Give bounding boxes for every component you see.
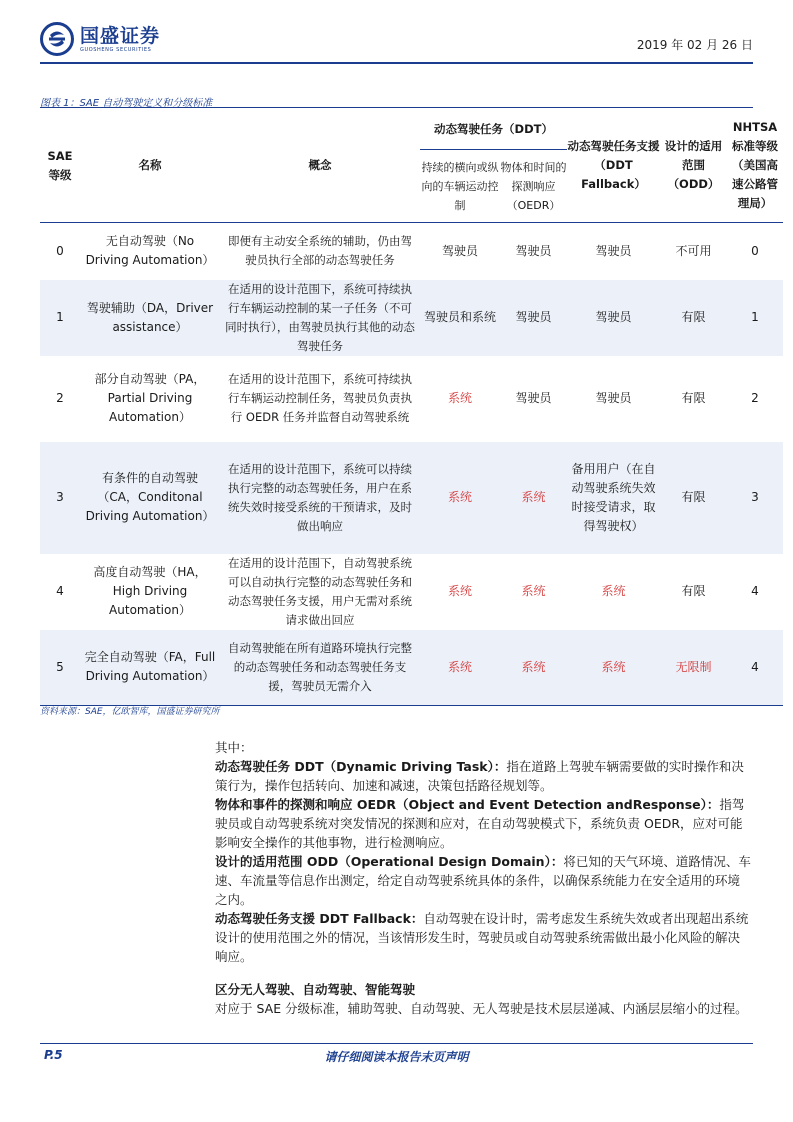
table-row bbox=[40, 280, 783, 356]
cell-odd: 无限制 bbox=[660, 630, 727, 706]
cell-fallback: 系统 bbox=[601, 584, 626, 598]
cell-control: 系统 bbox=[420, 442, 500, 554]
footer-disclaimer: 请仔细阅读本报告末页声明 bbox=[324, 1050, 469, 1064]
cell-control: 驾驶员 bbox=[441, 243, 478, 258]
cell-odd: 有限 bbox=[660, 442, 727, 554]
figure-source: 资料来源：SAE，亿欧智库，国盛证券研究所 bbox=[40, 707, 220, 717]
definition-text: 自动驾驶在设计时，需考虑发生系统失效或者出现超出系统设计的使用范围之外的情况，当该情形发生时，驾驶员或自动驾驶系统需做出最小化风险的解决响应。 bbox=[215, 911, 749, 964]
cell-concept: 在适用的设计范围下，自动驾驶系统可以自动执行完整的动态驾驶任务和动态驾驶任务支援，用户无需对系统请求做出回应 bbox=[228, 555, 412, 627]
table-row bbox=[40, 442, 783, 554]
definition-item bbox=[215, 757, 751, 795]
table-row bbox=[40, 223, 783, 280]
report-date: 2019 年 02 月 26 日 bbox=[636, 38, 753, 52]
header-oedr: 物体和时间的探测响应（OEDR） bbox=[500, 150, 567, 223]
cell-oedr: 驾驶员 bbox=[515, 391, 552, 405]
table-top-rule bbox=[40, 107, 753, 108]
cell-fallback: 驾驶员 bbox=[595, 243, 632, 258]
cell-odd: 有限 bbox=[660, 280, 727, 356]
cell-oedr: 驾驶员 bbox=[500, 280, 567, 356]
cell-control: 系统 bbox=[420, 630, 500, 706]
cell-nhtsa: 3 bbox=[727, 442, 783, 554]
footer-divider bbox=[40, 1043, 753, 1044]
definition-term: 物体和事件的探测和响应 OEDR（Object and Event Detection andResponse）： bbox=[215, 797, 720, 812]
cell-nhtsa: 2 bbox=[751, 391, 759, 405]
cell-concept: 在适用的设计范围下，系统可持续执行车辆运动控制的某一子任务（不可同时执行），由驾驶员执行其他的动态驾驶任务 bbox=[220, 280, 420, 356]
cell-level: 1 bbox=[40, 280, 80, 356]
page-number: P.5 bbox=[44, 1048, 63, 1062]
definition-item bbox=[215, 909, 751, 966]
definition-item bbox=[215, 852, 751, 909]
cell-concept: 自动驾驶能在所有道路环境执行完整的动态驾驶任务和动态驾驶任务支援，驾驶员无需介入 bbox=[220, 630, 420, 706]
cell-name: 无自动驾驶（No Driving Automation） bbox=[85, 234, 215, 268]
cell-odd: 不可用 bbox=[675, 243, 712, 258]
page-header bbox=[40, 22, 753, 62]
cell-oedr: 系统 bbox=[500, 630, 567, 706]
cell-odd: 有限 bbox=[681, 391, 706, 405]
table-row bbox=[40, 356, 783, 442]
guosheng-logo-icon bbox=[40, 22, 74, 56]
cell-control: 驾驶员和系统 bbox=[420, 280, 500, 356]
definitions-section bbox=[215, 738, 751, 1018]
cell-odd: 有限 bbox=[681, 584, 706, 598]
figure-caption: 图表 1：SAE 自动驾驶定义和分级标准 bbox=[40, 98, 213, 109]
definition-text: 指在道路上驾驶车辆需要做的实时操作和决策行为，操作包括转向、加速和减速，决策包括路径规划等。 bbox=[215, 759, 744, 793]
cell-fallback: 系统 bbox=[567, 630, 660, 706]
brand-logo bbox=[40, 22, 160, 56]
header-vehicle-motion-control: 持续的横向或纵向的车辆运动控制 bbox=[420, 150, 500, 223]
cell-level: 4 bbox=[56, 584, 64, 598]
definition-text: 将已知的天气环境、道路情况、车速、车流量等信息作出测定，给定自动驾驶系统具体的条件，以确保系统能力在安全适用的环境之内。 bbox=[215, 854, 751, 907]
header-odd: 设计的适用范围（ODD） bbox=[660, 109, 727, 223]
definition-item bbox=[215, 795, 751, 852]
cell-concept: 在适用的设计范围下，系统可以持续执行完整的动态驾驶任务，用户在系统失效时接受系统的干预请求，及时做出响应 bbox=[220, 442, 420, 554]
cell-nhtsa: 1 bbox=[727, 280, 783, 356]
cell-concept: 即便有主动安全系统的辅助，仍由驾驶员执行全部的动态驾驶任务 bbox=[228, 234, 412, 268]
cell-level: 5 bbox=[40, 630, 80, 706]
brand-name: 国盛证券 bbox=[80, 24, 161, 47]
cell-fallback: 驾驶员 bbox=[567, 280, 660, 356]
cell-fallback: 备用用户（在自动驾驶系统失效时接受请求，取得驾驶权） bbox=[567, 442, 660, 554]
cell-level: 3 bbox=[40, 442, 80, 554]
header-nhtsa: NHTSA 标准等级（美国高速公路管理局） bbox=[727, 109, 783, 223]
section-title: 区分无人驾驶、自动驾驶、智能驾驶 bbox=[215, 982, 416, 997]
cell-name: 高度自动驾驶（HA，High Driving Automation） bbox=[93, 565, 207, 617]
cell-level: 2 bbox=[56, 391, 64, 405]
cell-oedr: 系统 bbox=[500, 442, 567, 554]
definition-term: 动态驾驶任务支援 DDT Fallback： bbox=[215, 911, 424, 926]
sae-levels-table bbox=[40, 109, 783, 706]
cell-oedr: 系统 bbox=[521, 584, 546, 598]
section-text: 对应于 SAE 分级标准，辅助驾驶、自动驾驶、无人驾驶是技术层层递减、内涵层层缩小的过程。 bbox=[215, 1001, 748, 1016]
cell-concept: 在适用的设计范围下，系统可持续执行车辆运动控制任务，驾驶员负责执行 OEDR 任务并监督自动驾驶系统 bbox=[228, 372, 412, 424]
cell-oedr: 驾驶员 bbox=[515, 243, 552, 258]
header-ddt-fallback: 动态驾驶任务支援（DDT Fallback） bbox=[567, 109, 660, 223]
cell-name: 完全自动驾驶（FA，Full Driving Automation） bbox=[80, 630, 220, 706]
definition-text: 指驾驶员或自动驾驶系统对突发情况的探测和应对，在自动驾驶模式下，系统负责 OEDR，应对可能影响安全操作的其他事物，进行检测响应。 bbox=[215, 797, 745, 850]
header-concept: 概念 bbox=[220, 109, 420, 223]
cell-name: 有条件的自动驾驶（CA，Conditonal Driving Automation） bbox=[80, 442, 220, 554]
cell-name: 部分自动驾驶（PA，Partial Driving Automation） bbox=[94, 372, 206, 424]
cell-fallback: 驾驶员 bbox=[595, 391, 632, 405]
cell-control: 系统 bbox=[447, 391, 472, 405]
table-row bbox=[40, 554, 783, 630]
cell-name: 驾驶辅助（DA，Driver assistance） bbox=[80, 280, 220, 356]
header-name: 名称 bbox=[80, 109, 220, 223]
header-sae-level: SAE 等级 bbox=[40, 109, 80, 223]
table-row bbox=[40, 630, 783, 706]
brand-name-en: GUOSHENG SECURITIES bbox=[80, 46, 152, 53]
cell-nhtsa: 4 bbox=[751, 584, 759, 598]
header-divider bbox=[40, 62, 753, 64]
definition-term: 设计的适用范围 ODD（Operational Design Domain）： bbox=[215, 854, 564, 869]
cell-nhtsa: 0 bbox=[751, 243, 759, 258]
notes-intro: 其中： bbox=[215, 740, 253, 755]
definition-term: 动态驾驶任务 DDT（Dynamic Driving Task）： bbox=[215, 759, 507, 774]
header-ddt: 动态驾驶任务（DDT） bbox=[420, 109, 567, 150]
cell-level: 0 bbox=[56, 243, 64, 258]
cell-control: 系统 bbox=[447, 584, 472, 598]
cell-nhtsa: 4 bbox=[727, 630, 783, 706]
